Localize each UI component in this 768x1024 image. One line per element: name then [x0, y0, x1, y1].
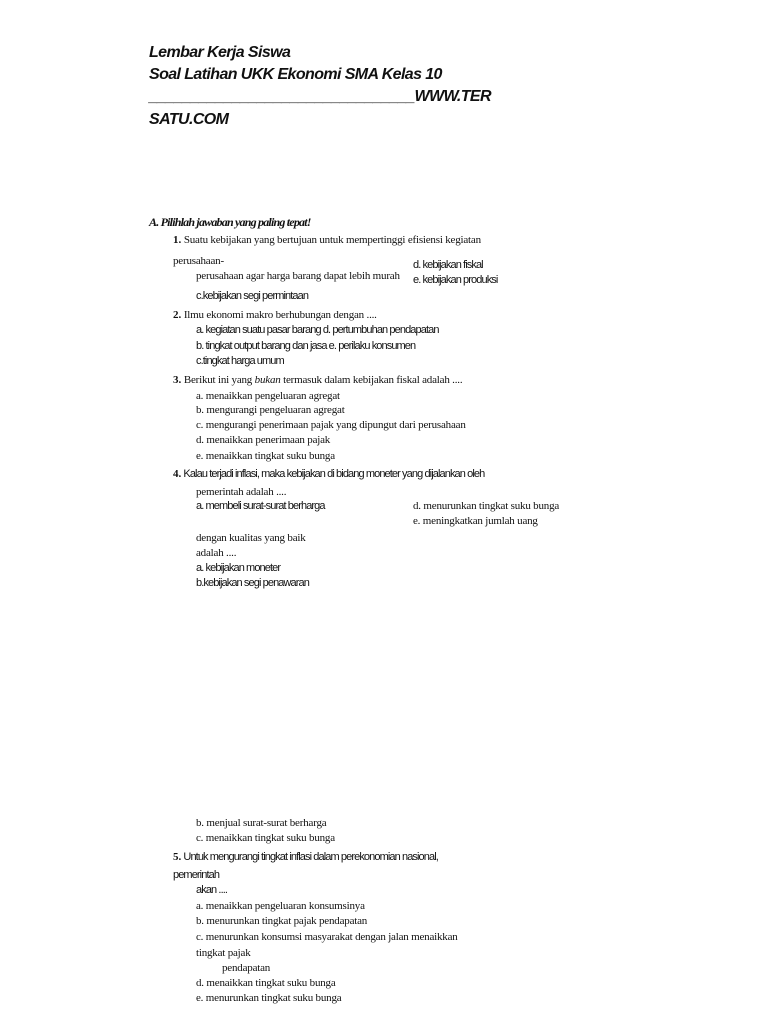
question-1-line3: perusahaan agar harga barang dapat lebih murah — [196, 270, 400, 282]
doc-title-line1: Lembar Kerja Siswa — [149, 44, 291, 61]
question-4-fragment-4: b.kebijakan segi penawaran — [196, 577, 309, 589]
question-3-text-pre: Berikut ini yang — [183, 374, 253, 386]
question-4-option-b: b. menjual surat-surat berharga — [196, 817, 327, 829]
question-1-option-c: c.kebijakan segi permintaan — [196, 290, 309, 302]
question-5-option-d: d. menaikkan tingkat suku bunga — [196, 977, 336, 989]
question-4-fragment-1: dengan kualitas yang baik — [196, 532, 306, 544]
question-3-option-a: a. menaikkan pengeluaran agregat — [196, 390, 340, 402]
question-1-text: Suatu kebijakan yang bertujuan untuk mempertinggi efisiensi kegiatan — [183, 234, 481, 246]
question-3-option-d: d. menaikkan penerimaan pajak — [196, 434, 331, 446]
question-5-option-c-cont2: pendapatan — [222, 962, 271, 974]
doc-title-line2: Soal Latihan UKK Ekonomi SMA Kelas 10 — [149, 66, 442, 83]
question-4-option-c: c. menaikkan tingkat suku bunga — [196, 832, 335, 844]
question-5-option-c-cont1: tingkat pajak — [196, 947, 251, 959]
question-3-option-e: e. menaikkan tingkat suku bunga — [196, 450, 335, 462]
question-1-option-e: e. kebijakan produksi — [413, 274, 498, 286]
question-4-fragment-3: a. kebijakan moneter — [196, 562, 281, 574]
question-5-line3: akan .... — [196, 884, 228, 896]
question-5-text: Untuk mengurangi tingkat inflasi dalam perekonomian nasional, — [183, 851, 438, 863]
question-4-line1 — [173, 468, 484, 480]
question-2-number: 2. — [173, 309, 182, 321]
question-2-option-a: a. kegiatan suatu pasar barang d. pertumbuhan pendapatan — [196, 324, 439, 336]
question-5-number: 5. — [173, 851, 182, 863]
doc-title-line4: SATU.COM — [149, 111, 229, 128]
question-5-option-e: e. menurunkan tingkat suku bunga — [196, 992, 342, 1004]
question-5-line2: pemerintah — [173, 869, 220, 881]
question-5-option-c: c. menurunkan konsumsi masyarakat dengan jalan menaikkan — [196, 931, 458, 943]
question-2-text: Ilmu ekonomi makro berhubungan dengan .... — [183, 309, 377, 321]
question-4-line2: pemerintah adalah .... — [196, 486, 287, 498]
question-2-option-c: c.tingkat harga umum — [196, 355, 284, 367]
question-3-text-emphasis: bukan — [254, 374, 281, 386]
question-2-option-b: b. tingkat output barang dan jasa e. perilaku konsumen — [196, 340, 416, 352]
question-3-option-c: c. mengurangi penerimaan pajak yang dipungut dari perusahaan — [196, 419, 466, 431]
question-1-option-d: d. kebijakan fiskal — [413, 259, 483, 271]
question-3-option-b: b. mengurangi pengeluaran agregat — [196, 404, 345, 416]
question-4-option-a: a. membeli surat-surat berharga — [196, 500, 325, 512]
question-1-number: 1. — [173, 234, 182, 246]
doc-title-line3: ________________________________WWW.TER — [149, 88, 491, 105]
question-1-line1 — [173, 234, 481, 246]
question-5-option-b: b. menurunkan tingkat pajak pendapatan — [196, 915, 368, 927]
question-2-line1 — [173, 309, 377, 321]
question-3-text-post: termasuk dalam kebijakan fiskal adalah .... — [283, 374, 463, 386]
question-3-line1 — [173, 374, 462, 386]
question-5-option-a: a. menaikkan pengeluaran konsumsinya — [196, 900, 365, 912]
section-title: A. Pilihlah jawaban yang paling tepat! — [149, 215, 311, 229]
question-4-option-d: d. menurunkan tingkat suku bunga — [413, 500, 560, 512]
question-4-number: 4. — [173, 468, 182, 480]
question-3-number: 3. — [173, 374, 182, 386]
question-5-line1 — [173, 851, 438, 863]
question-1-line2: perusahaan- — [173, 255, 224, 267]
question-4-option-e: e. meningkatkan jumlah uang — [413, 515, 538, 527]
question-4-text: Kalau terjadi inflasi, maka kebijakan di bidang moneter yang dijalankan oleh — [183, 468, 485, 480]
question-4-fragment-2: adalah .... — [196, 547, 237, 559]
